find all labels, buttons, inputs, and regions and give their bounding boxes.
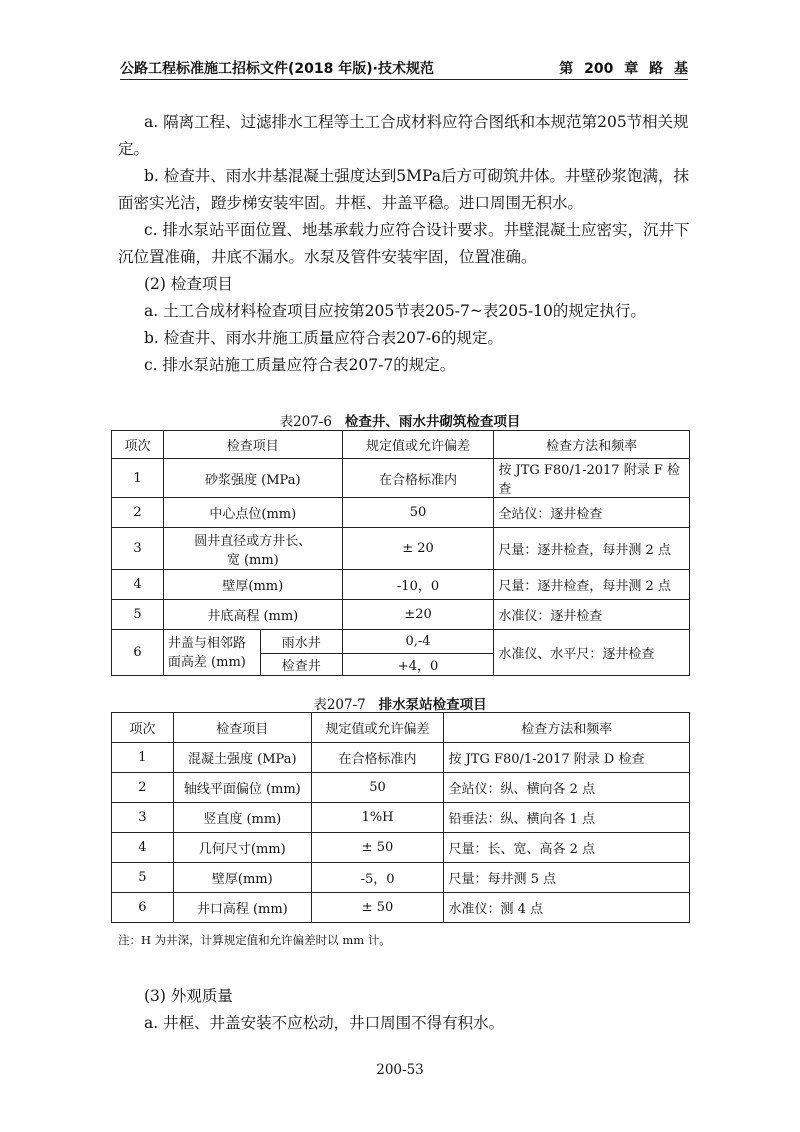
table1-caption-title: 检查井、雨水井砌筑检查项目 bbox=[344, 414, 521, 430]
table-cell: 5 bbox=[112, 600, 164, 630]
table-cell: 壁厚(mm) bbox=[163, 570, 342, 600]
table-cell: 水准仪：测 4 点 bbox=[444, 893, 690, 923]
table-cell: 6 bbox=[112, 630, 164, 676]
table-cell: 中心点位(mm) bbox=[163, 498, 342, 528]
table-cell: 4 bbox=[112, 570, 164, 600]
table-row bbox=[112, 833, 690, 863]
table-row bbox=[112, 773, 690, 803]
table2-caption-no: 表207-7 bbox=[313, 697, 366, 713]
table-cell: 50 bbox=[342, 498, 494, 528]
table-207-6 bbox=[111, 430, 690, 676]
table-row bbox=[112, 498, 690, 528]
table-cell: 在合格标准内 bbox=[311, 743, 444, 773]
chapter-title: 第 200 章 路 基 bbox=[559, 61, 688, 77]
header-cell: 项次 bbox=[112, 431, 164, 459]
table-cell: 50 bbox=[311, 773, 444, 803]
table-row bbox=[112, 459, 690, 498]
table-cell: 1 bbox=[112, 459, 164, 498]
table-row bbox=[112, 893, 690, 923]
table-cell: 在合格标准内 bbox=[342, 459, 494, 498]
table-row bbox=[112, 863, 690, 893]
appearance-item-a: a. 井框、井盖安装不应松动，井口周围不得有积水。 bbox=[144, 1014, 505, 1032]
table-header-row bbox=[112, 431, 690, 459]
table-note: 注：H 为井深，计算规定值和允许偏差时以 mm 计。 bbox=[118, 933, 391, 947]
header-cell: 检查方法和频率 bbox=[444, 713, 690, 743]
paragraph-b-inspection-well: b. 检查井、雨水井基混凝土强度达到5MPa后方可砌筑井体。井壁砂浆饱满，抹面密实光洁，蹬步梯安装牢固。井框、井盖平稳。进口周围无积水。 bbox=[118, 167, 689, 212]
table1-caption bbox=[0, 410, 800, 430]
table-row bbox=[112, 528, 690, 570]
table-cell: +4，0 bbox=[342, 654, 494, 676]
section-heading-inspection-items: (2) 检查项目 bbox=[144, 275, 233, 293]
table-cell: 圆井直径或方井长、宽 (mm) bbox=[163, 528, 342, 570]
item-c: c. 排水泵站施工质量应符合表207-7的规定。 bbox=[144, 356, 456, 374]
table2-caption-title: 排水泵站检查项目 bbox=[378, 697, 487, 713]
table-row bbox=[112, 600, 690, 630]
table-cell: 雨水井 bbox=[260, 630, 342, 654]
header-cell: 项次 bbox=[112, 713, 174, 743]
table-cell: 井口高程 (mm) bbox=[173, 893, 311, 923]
table-cell: 竖直度 (mm) bbox=[173, 803, 311, 833]
table-cell: 1 bbox=[112, 743, 174, 773]
table-cell: 铅垂法：纵、横向各 1 点 bbox=[444, 803, 690, 833]
table-cell: 按 JTG F80/1-2017 附录 D 检查 bbox=[444, 743, 690, 773]
table-cell: 3 bbox=[112, 528, 164, 570]
table-cell: 几何尺寸(mm) bbox=[173, 833, 311, 863]
header-cell: 检查方法和频率 bbox=[494, 431, 690, 459]
table-cell: ± 50 bbox=[311, 893, 444, 923]
table1-caption-no: 表207-6 bbox=[279, 414, 333, 430]
table-cell: 检查井 bbox=[260, 654, 342, 676]
table-row bbox=[112, 743, 690, 773]
table-cell: ± 20 bbox=[342, 528, 494, 570]
paragraph-c-pump-station: c. 排水泵站平面位置、地基承载力应符合设计要求。井壁混凝土应密实，沉井下沉位置准确，井底不漏水。水泵及管件安装牢固，位置准确。 bbox=[118, 221, 690, 266]
table-cell: 轴线平面偏位 (mm) bbox=[173, 773, 311, 803]
table-cell: 尺量：逐井检查，每井测 2 点 bbox=[494, 528, 690, 570]
table-cell: 5 bbox=[112, 863, 174, 893]
table-cell: 尺量：逐井检查，每井测 2 点 bbox=[494, 570, 690, 600]
header-title: 公路工程标准施工招标文件(2018 年版)·技术规范 bbox=[120, 61, 434, 77]
table-cell: ±20 bbox=[342, 600, 494, 630]
table-cell: 井盖与相邻路面高差 (mm) bbox=[163, 630, 260, 676]
table-cell: 全站仪：纵、横向各 2 点 bbox=[444, 773, 690, 803]
table-row bbox=[112, 570, 690, 600]
table-cell: -5，0 bbox=[311, 863, 444, 893]
table-cell: 井底高程 (mm) bbox=[163, 600, 342, 630]
page-header bbox=[120, 55, 688, 80]
table-header-row bbox=[112, 713, 690, 743]
table-cell: 0,-4 bbox=[342, 630, 494, 654]
table-cell: 1%H bbox=[311, 803, 444, 833]
table-cell: 水准仪：逐井检查 bbox=[494, 600, 690, 630]
paragraph-a-geosynthetics: a. 隔离工程、过滤排水工程等土工合成材料应符合图纸和本规范第205节相关规定。 bbox=[118, 113, 689, 158]
table-cell: 水准仪、水平尺：逐井检查 bbox=[494, 630, 690, 676]
table-cell: 按 JTG F80/1-2017 附录 F 检查 bbox=[494, 459, 690, 498]
table-cell: 混凝土强度 (MPa) bbox=[173, 743, 311, 773]
table-cell: 砂浆强度 (MPa) bbox=[163, 459, 342, 498]
table-cell: -10，0 bbox=[342, 570, 494, 600]
table-cell: ± 50 bbox=[311, 833, 444, 863]
table-cell: 6 bbox=[112, 893, 174, 923]
table-cell: 壁厚(mm) bbox=[173, 863, 311, 893]
header-cell: 检查项目 bbox=[173, 713, 311, 743]
table-cell: 全站仪：逐井检查 bbox=[494, 498, 690, 528]
table-cell: 2 bbox=[112, 773, 174, 803]
item-a: a. 土工合成材料检查项目应按第205节表205-7~表205-10的规定执行。 bbox=[144, 302, 646, 320]
header-cell: 规定值或允许偏差 bbox=[311, 713, 444, 743]
header-cell: 检查项目 bbox=[163, 431, 342, 459]
header-cell: 规定值或允许偏差 bbox=[342, 431, 494, 459]
table2-caption bbox=[0, 693, 800, 713]
section-heading-appearance: (3) 外观质量 bbox=[144, 987, 233, 1005]
table-cell: 尺量：长、宽、高各 2 点 bbox=[444, 833, 690, 863]
table-cell: 2 bbox=[112, 498, 164, 528]
table-cell: 4 bbox=[112, 833, 174, 863]
table-cell: 尺量：每井测 5 点 bbox=[444, 863, 690, 893]
table-row bbox=[112, 803, 690, 833]
page-number: 200-53 bbox=[376, 1062, 424, 1078]
table-row bbox=[112, 630, 690, 654]
item-b: b. 检查井、雨水井施工质量应符合表207-6的规定。 bbox=[144, 329, 503, 347]
table-207-7 bbox=[111, 712, 690, 923]
table-cell: 3 bbox=[112, 803, 174, 833]
